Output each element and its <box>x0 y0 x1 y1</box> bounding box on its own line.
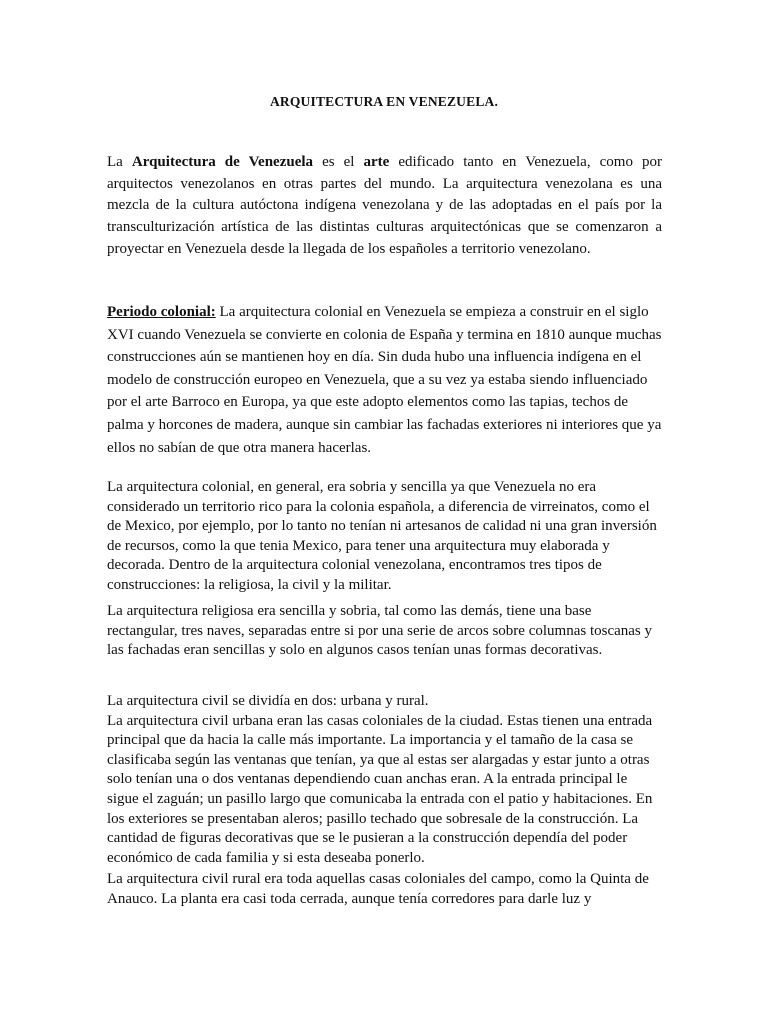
religiosa-paragraph: La arquitectura religiosa era sencilla y sobria, tal como las demás, tiene una base rectangular, tres naves, separadas entre si por una serie de arcos sobre columnas toscanas y las fachadas eran sencillas y solo en algunos casos tenían unas formas decorativas. <box>107 603 653 659</box>
colonial-paragraph <box>107 301 662 459</box>
intro-text-3: edificado tanto en Venezuela, como por arquitectos venezolanos en otras partes del mundo. La arquitectura venezolana es una mezcla de la cultura autóctona indígena venezolana y de las adoptadas en el país por la transculturización artística de las distintas culturas arquitectónicas que se comenzaron a proyectar en Venezuela desde la llegada de los españoles a territorio venezolano. <box>107 154 662 257</box>
civil-line-1: La arquitectura civil se dividía en dos: urbana y rural. <box>107 693 429 709</box>
intro-text-1: La <box>107 154 132 170</box>
rural-paragraph: La arquitectura civil rural era toda aquellas casas coloniales del campo, como la Quinta de Anauco. La planta era casi toda cerrada, aunque tenía corredores para darle luz y <box>107 871 649 907</box>
intro-bold-arte: arte <box>363 154 390 170</box>
colonial-text: La arquitectura colonial en Venezuela se empieza a construir en el siglo XVI cuando Venezuela se convierte en colonia de España y termina en 1810 aunque muchas construcciones aún se mantienen hoy en día. Sin duda hubo una influencia indígena en el modelo de construcción europeo en Venezuela, que a su vez ya estaba siendo influenciado por el arte Barroco en Europa, ya que este adopto elementos como las tapias, techos de palma y horcones de madera, aunque sin cambiar las fachadas exteriores ni interiores que ya ellos no sabían de que otra manera hacerlas. <box>107 304 662 456</box>
colonial-heading: Periodo colonial: <box>107 304 216 320</box>
intro-paragraph <box>107 152 662 261</box>
civil-line-2: La arquitectura civil urbana eran las casas coloniales de la ciudad. Estas tienen una entrada principal que da hacia la calle más importante. La importancia y el tamaño de la casa se clasificaba según las ventanas que tenían, ya que al estas ser alargadas y estar junto a otras solo tenían una o dos ventanas dependiendo cuan anchas eran. A la entrada principal le sigue el zaguán; un pasillo largo que comunicaba la entrada con el patio y habitaciones. En los exteriores se presentaban aleros; pasillo techado que sobresale de la construcción. La cantidad de figuras decorativas que se le pusieran a la construcción dependía del poder económico de cada familia y si esta deseaba ponerlo. <box>107 712 653 866</box>
intro-text-2: es el <box>313 154 364 170</box>
document-title: ARQUITECTURA EN VENEZUELA. <box>269 94 499 109</box>
intro-bold-arquitectura-de-venezuela: Arquitectura de Venezuela <box>131 154 314 170</box>
sobria-paragraph: La arquitectura colonial, en general, era sobria y sencilla ya que Venezuela no era considerado un territorio rico para la colonia española, a diferencia de virreinatos, como el de Mexico, por ejemplo, por lo tanto no tenían ni artesanos de calidad ni una gran inversión de recursos, como la que tenia Mexico, para tener una arquitectura muy elaborada y decorada. Dentro de la arquitectura colonial venezolana, encontramos tres tipos de construcciones: la religiosa, la civil y la militar. <box>107 479 657 593</box>
civil-paragraph <box>107 692 662 868</box>
